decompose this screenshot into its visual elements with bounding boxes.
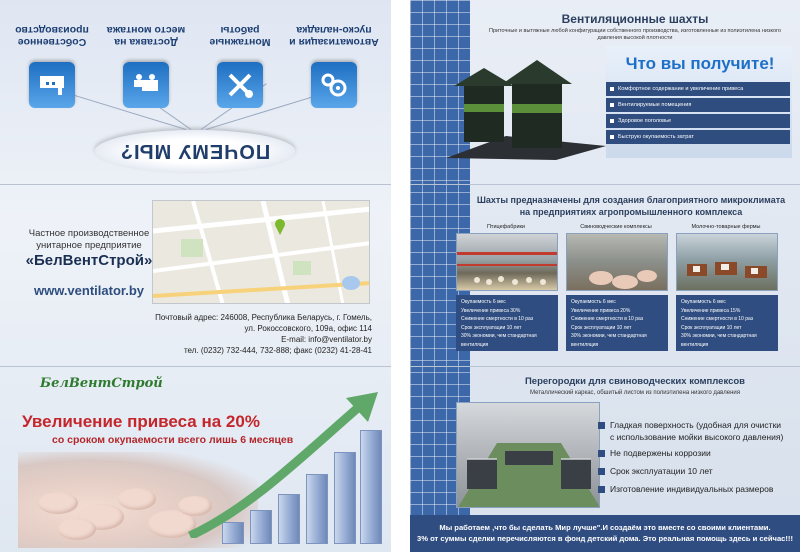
tools-icon: [217, 62, 263, 108]
factory-icon: [29, 62, 75, 108]
partition-feature: Срок эксплуатации 10 лет: [610, 466, 713, 477]
climate-title: Шахты предназначены для создания благоприятного микроклимата на предприятиях агропромышленного комплекса: [476, 195, 786, 217]
benefit-item: Вентилируемые помещения: [606, 98, 790, 112]
page-gutter: [391, 0, 410, 552]
postal-address: Почтовый адрес: 246008, Республика Беларусь, г. Гомель,: [155, 313, 372, 322]
service-label-automation: Автоматизация и пуско-наладка: [289, 24, 379, 48]
shafts-subtitle: Приточные и вытяжные любой конфигурации собственного производства, изготовленные из полиэтилена низкого давления высокой плотности: [489, 28, 781, 41]
promo-subtitle: со сроком окупаемости всего лишь 6 месяцев: [52, 434, 294, 446]
partition-feature: Не подвержены коррозии: [610, 448, 711, 459]
pig-farm-photo: [566, 233, 668, 291]
left-page: [0, 0, 391, 552]
why-us-title: ПОЧЕМУ МЫ?: [95, 130, 295, 172]
pig-stats: Окупаемость 6 мес Увеличение привеса 20% Снижение смертности в 10 раз Срок эксплуатации 10 лет 30% экономии, чем стандартная вентиляция: [566, 295, 668, 351]
dairy-farm-photo: [676, 233, 778, 291]
service-label-delivery: Доставка на место монтажа: [106, 24, 186, 48]
company-website[interactable]: www.ventilator.by: [33, 283, 145, 298]
poultry-stats: Окупаемость 6 мес Увеличение привеса 30% Снижение смертности в 10 раз Срок эксплуатации 10 лет 30% экономии, чем стандартная вентиляция: [456, 295, 558, 351]
poultry-farm-photo: [456, 233, 558, 291]
promo-title: Увеличение привеса на 20%: [22, 412, 260, 431]
email[interactable]: E-mail: info@ventilator.by: [281, 335, 372, 344]
company-subtitle: Частное производственное унитарное предприятие: [28, 228, 150, 251]
partition-feature-cont: с использование мойки высокого давления): [610, 432, 784, 442]
partitions-subtitle: Металлический каркас, обшитый листом из полиэтилена низкого давления: [530, 390, 740, 396]
why-us-panel: [0, 0, 391, 184]
truck-icon: [123, 62, 169, 108]
shafts-title: Вентиляционные шахты: [561, 12, 709, 26]
location-map[interactable]: [152, 200, 370, 304]
benefit-item: Здоровое поголовье: [606, 114, 790, 128]
farm-label-dairy: Молочно-товарные фермы: [691, 224, 761, 230]
farm-label-poultry: Птицефабрики: [486, 224, 526, 230]
gears-icon: [311, 62, 357, 108]
street-address: ул. Рокоссовского, 109а, офис 114: [244, 324, 372, 333]
contact-info: [150, 312, 372, 356]
partition-feature: Гладкая поверхность (удобная для очистки: [610, 420, 781, 431]
benefit-item: Быструю окупаемость затрат: [606, 130, 790, 144]
company-name: «БелВентСтрой»: [25, 252, 153, 269]
benefits-title: Что вы получите!: [625, 54, 775, 73]
partitions-title: Перегородки для свиноводческих комплексов: [524, 376, 746, 387]
service-label-installation: Монтажные работы: [209, 24, 271, 48]
farm-label-pigs: Свиноводческие комплексы: [580, 224, 652, 230]
partitions-photo: [456, 402, 600, 508]
service-tiles: [27, 58, 357, 108]
service-label-production: Собственное производство: [15, 24, 89, 48]
growth-arrow-icon: [180, 388, 390, 538]
shaft-product-image: [446, 46, 606, 160]
dairy-stats: Окупаемость 6 мес Увеличение привеса 15% Снижение смертности в 10 раз Срок эксплуатации 10 лет 30% экономии, чем стандартная вентиляция: [676, 295, 778, 351]
phones: тел. (0232) 732-444, 732-888; факс (0232) 41-28-41: [183, 346, 372, 355]
company-logo: БелВентСтрой: [40, 376, 163, 391]
footer-banner: Мы работаем ,что бы сделать Мир лучше".И создаём это вместе со своими клиентами. 3% от суммы сделки перечисляются в фонд детский дома. Это реальная помощь здесь и сейчас!!!: [410, 515, 800, 552]
benefit-item: Комфортное содержание и увеличение привеса: [606, 82, 790, 96]
partition-feature: Изготовление индивидуальных размеров: [610, 484, 773, 495]
